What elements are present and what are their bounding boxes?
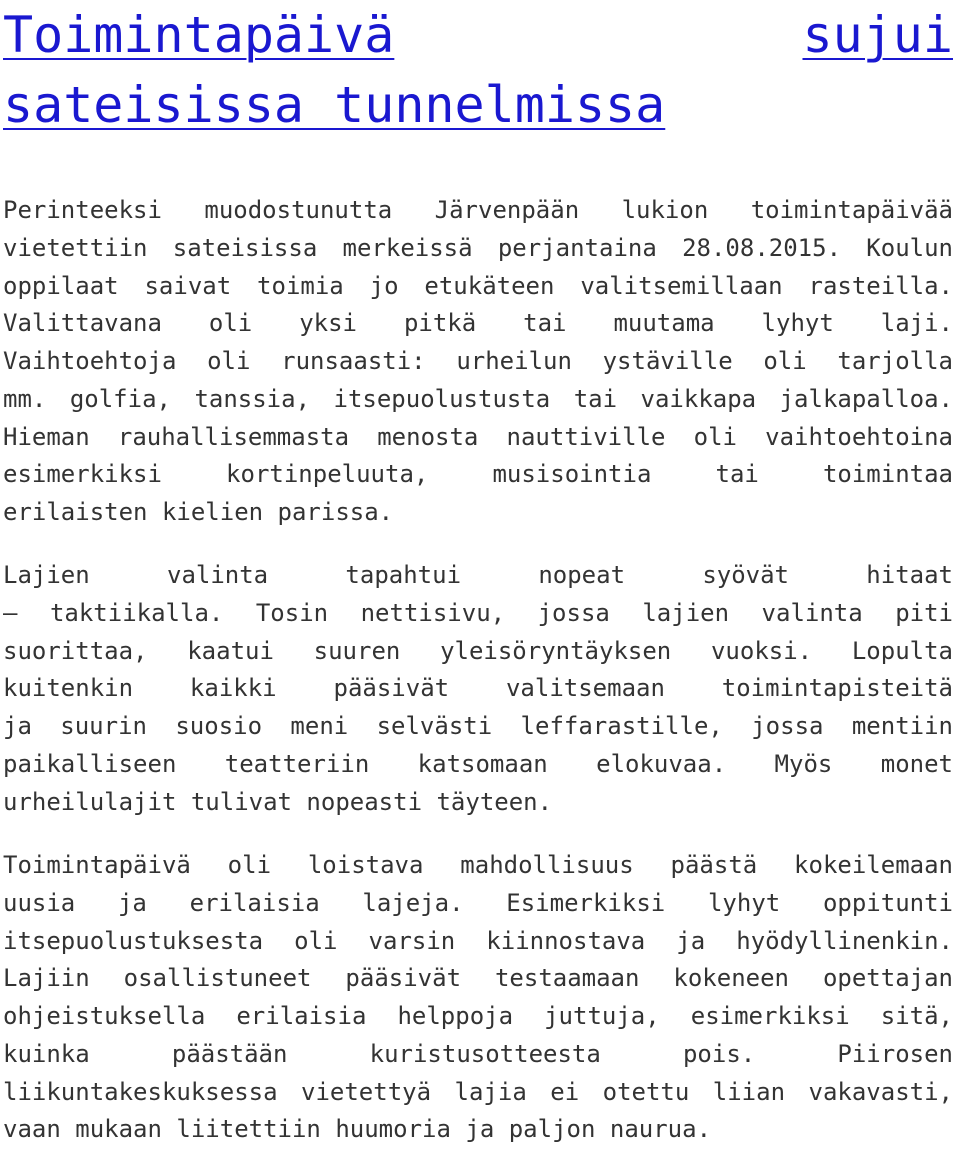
title-link-word-1[interactable]: Toimintapäivä <box>3 6 395 64</box>
title-link-word-2[interactable]: sujui <box>802 6 953 64</box>
paragraph-line: urheilulajit tulivat nopeasti täyteen. <box>3 787 553 816</box>
paragraph-line: Hieman rauhallisemmasta menosta nauttiville oli vaihtoehtoina <box>3 422 953 451</box>
paragraph-line: Lajien valinta tapahtui nopeat syövät hitaat <box>3 561 953 589</box>
paragraph-line: – taktiikalla. Tosin nettisivu, jossa lajien valinta piti <box>3 598 953 627</box>
paragraph-2 <box>3 557 953 821</box>
paragraph-line: vietettiin sateisissa merkeissä perjantaina 28.08.2015. Koulun <box>3 233 953 262</box>
paragraph-line: Lajiin osallistuneet pääsivät testaamaan kokeneen opettajan <box>3 964 953 993</box>
paragraph-line: Vaihtoehtoja oli runsaasti: urheilun ystäville oli tarjolla <box>3 347 953 375</box>
paragraph-line: mm. golfia, tanssia, itsepuolustusta tai vaikkapa jalkapalloa. <box>3 384 953 413</box>
paragraph-line: kuitenkin kaikki pääsivät valitsemaan toimintapisteitä <box>3 674 953 703</box>
article <box>3 0 953 1144</box>
paragraph-line: Perinteeksi muodostunutta Järvenpään lukion toimintapäivää <box>3 196 953 224</box>
paragraph-line: ohjeistuksella erilaisia helppoja juttuja, esimerkiksi sitä, <box>3 1002 953 1030</box>
paragraph-line: paikalliseen teatteriin katsomaan elokuvaa. Myös monet <box>3 749 953 778</box>
paragraph-line: esimerkiksi kortinpeluuta, musisointia tai toimintaa <box>3 460 953 489</box>
paragraph-line: Valittavana oli yksi pitkä tai muutama lyhyt laji. <box>3 309 953 338</box>
paragraph-line: itsepuolustuksesta oli varsin kiinnostava ja hyödyllinenkin. <box>3 926 953 955</box>
title-line-1[interactable] <box>3 0 953 70</box>
paragraph-line: oppilaat saivat toimia jo etukäteen valitsemillaan rasteilla. <box>3 271 953 300</box>
paragraph-line: kuinka päästään kuristusotteesta pois. Piirosen <box>3 1039 953 1068</box>
article-title[interactable] <box>3 0 953 140</box>
title-line-2[interactable] <box>3 70 953 140</box>
title-link-line-2[interactable]: sateisissa tunnelmissa <box>3 76 666 134</box>
paragraph-1 <box>3 192 953 532</box>
paragraph-line: liikuntakeskuksessa vietettyä lajia ei otettu liian vakavasti, <box>3 1077 953 1106</box>
paragraph-line: ja suurin suosio meni selvästi leffarastille, jossa mentiin <box>3 712 953 740</box>
paragraph-line: vaan mukaan liitettiin huumoria ja paljon naurua. <box>3 1115 712 1144</box>
paragraph-line: erilaisten kielien parissa. <box>3 498 394 526</box>
paragraph-line: Toimintapäivä oli loistava mahdollisuus päästä kokeilemaan <box>3 851 953 879</box>
paragraph-line: uusia ja erilaisia lajeja. Esimerkiksi lyhyt oppitunti <box>3 888 953 917</box>
paragraph-line: suorittaa, kaatui suuren yleisöryntäyksen vuoksi. Lopulta <box>3 636 953 665</box>
paragraph-3 <box>3 847 953 1149</box>
